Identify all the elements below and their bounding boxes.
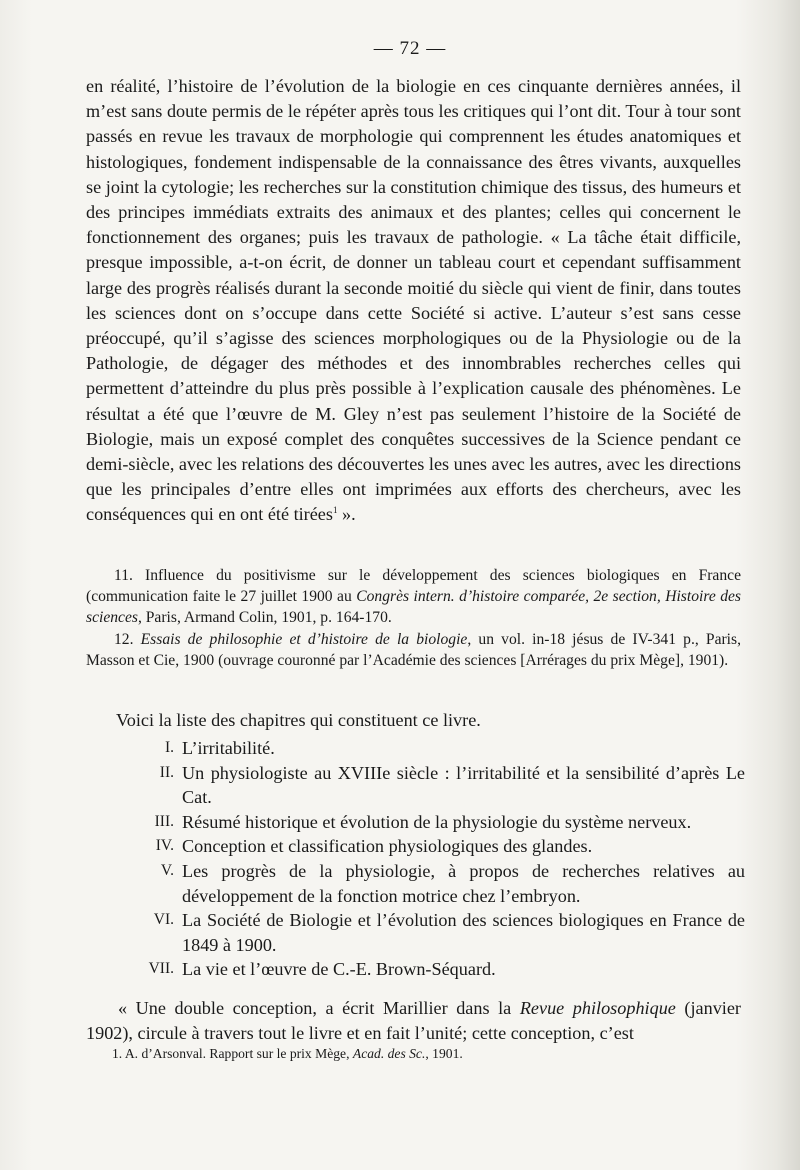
reference-text: , un vol. in-18 jésus de IV-341 p., Paris, Masson et Cie, 1900 (ouvrage couronné par l’Académie des sciences [Arrérages du prix Mège], 1901). bbox=[86, 631, 741, 669]
chapter-item bbox=[120, 908, 745, 957]
chapter-title: La Société de Biologie et l’évolution des sciences biologiques en France de 1849 à 1900. bbox=[182, 910, 745, 955]
chapter-title: Les progrès de la physiologie, à propos de recherches relatives au développement de la fonction motrice chez l’embryon. bbox=[182, 860, 745, 906]
main-paragraph bbox=[86, 74, 741, 528]
closing-paragraph bbox=[86, 996, 741, 1046]
reference-text: Influence du positivisme sur le développement des sciences biologiques en France (communication faite le 27 juillet 1900 au bbox=[86, 567, 741, 605]
journal-title: Revue philosophique bbox=[519, 998, 676, 1019]
paragraph-end: ». bbox=[337, 504, 356, 525]
closing-text: (janvier 1902), circule à travers tout le livre et en fait l’unité; cette conception, c’est bbox=[86, 998, 741, 1044]
reference-note bbox=[86, 565, 741, 628]
reference-text: , Paris, Armand Colin, 1901, p. 164-170. bbox=[137, 609, 392, 626]
chapter-title: Résumé historique et évolution de la physiologie du système nerveux. bbox=[182, 811, 692, 832]
footnote-text: A. d’Arsonval. Rapport sur le prix Mège, bbox=[122, 1046, 353, 1061]
chapter-list bbox=[120, 736, 745, 982]
chapter-item bbox=[120, 834, 745, 859]
chapter-item bbox=[120, 859, 745, 908]
chapter-numeral: II. bbox=[159, 763, 174, 781]
chapter-item bbox=[120, 761, 745, 810]
chapter-title: Un physiologiste au XVIIIe siècle : l’irritabilité et la sensibilité d’après Le Cat. bbox=[182, 762, 745, 808]
footnote-text: , 1901. bbox=[425, 1046, 463, 1061]
footnote bbox=[112, 1045, 732, 1063]
chapter-item bbox=[120, 810, 745, 835]
chapter-numeral: V. bbox=[160, 861, 174, 879]
reference-number: 12. bbox=[114, 631, 134, 648]
reference-italic: Essais de philosophie et d’histoire de la biologie bbox=[140, 631, 468, 648]
chapter-title: L’irritabilité. bbox=[182, 738, 275, 758]
footnote-mark: 1 bbox=[332, 505, 338, 516]
chapter-list-intro: Voici la liste des chapitres qui constituent ce livre. bbox=[116, 710, 481, 730]
footnote-number: 1. bbox=[112, 1046, 123, 1061]
paragraph-text bbox=[86, 74, 741, 528]
chapter-title: La vie et l’œuvre de C.-E. Brown-Séquard. bbox=[182, 959, 496, 980]
chapter-numeral: III. bbox=[154, 812, 174, 830]
chapter-item bbox=[120, 736, 745, 761]
paragraph-body: en réalité, l’histoire de l’évolution de la biologie en ces cinquante dernières années, il m’est sans doute permis de le répéter après tous les critiques qui l’ont dit. Tour à tour sont passés en revue les travaux de morphologie qui comprennent les études anatomiques et histologiques, fondement indispensable de la connaissance des êtres vivants, auxquelles se joint la cytologie; les recherches sur la constitution chimique des tissus, des humeurs et des principes immédiats extraits des animaux et des plantes; celles qui concernent le fonctionnement des organes; puis les travaux de pathologie. « La tâche était difficile, presque impossible, a-t-on écrit, de donner un tableau court et cependant suffisamment large des progrès réalisés durant la seconde moitié du siècle qui vient de finir, dans toutes les sciences dont on s’occupe dans cette Société si active. L’auteur s’est sans cesse préoccupé, qu’il s’agisse des sciences morphologiques ou de la Physiologie ou de la Pathologie, de dégager des méthodes et des innombrables recherches celles qui permettent d’atteindre du plus près possible à l’explication causale des phénomènes. Le résultat a été que l’œuvre de M. Gley n’est pas seulement l’histoire de la Société de Biologie, mais un exposé complet des conquêtes successives de la Science pendant ce demi-siècle, avec les relations des découvertes les unes avec les autres, avec les directions que les principales d’entre elles ont imprimées aux efforts des chercheurs, avec les conséquences qui en ont été tirées bbox=[86, 76, 741, 525]
chapter-item bbox=[120, 957, 745, 982]
page-number: — 72 — bbox=[373, 38, 447, 59]
reference-number: 11. bbox=[114, 567, 133, 584]
reference-notes bbox=[86, 565, 741, 672]
closing-text: « Une double conception, a écrit Marillier dans la bbox=[118, 998, 520, 1019]
footnote-italic: Acad. des Sc. bbox=[352, 1046, 426, 1061]
reference-italic: Congrès intern. d’histoire comparée, 2e section, Histoire des sciences bbox=[86, 588, 741, 626]
reference-note bbox=[86, 629, 741, 671]
chapter-numeral: I. bbox=[164, 739, 174, 756]
chapter-numeral: IV. bbox=[155, 837, 174, 855]
chapter-numeral: VI. bbox=[153, 911, 174, 929]
chapter-numeral: VII. bbox=[148, 960, 174, 978]
chapter-title: Conception et classification physiologiques des glandes. bbox=[182, 836, 593, 857]
